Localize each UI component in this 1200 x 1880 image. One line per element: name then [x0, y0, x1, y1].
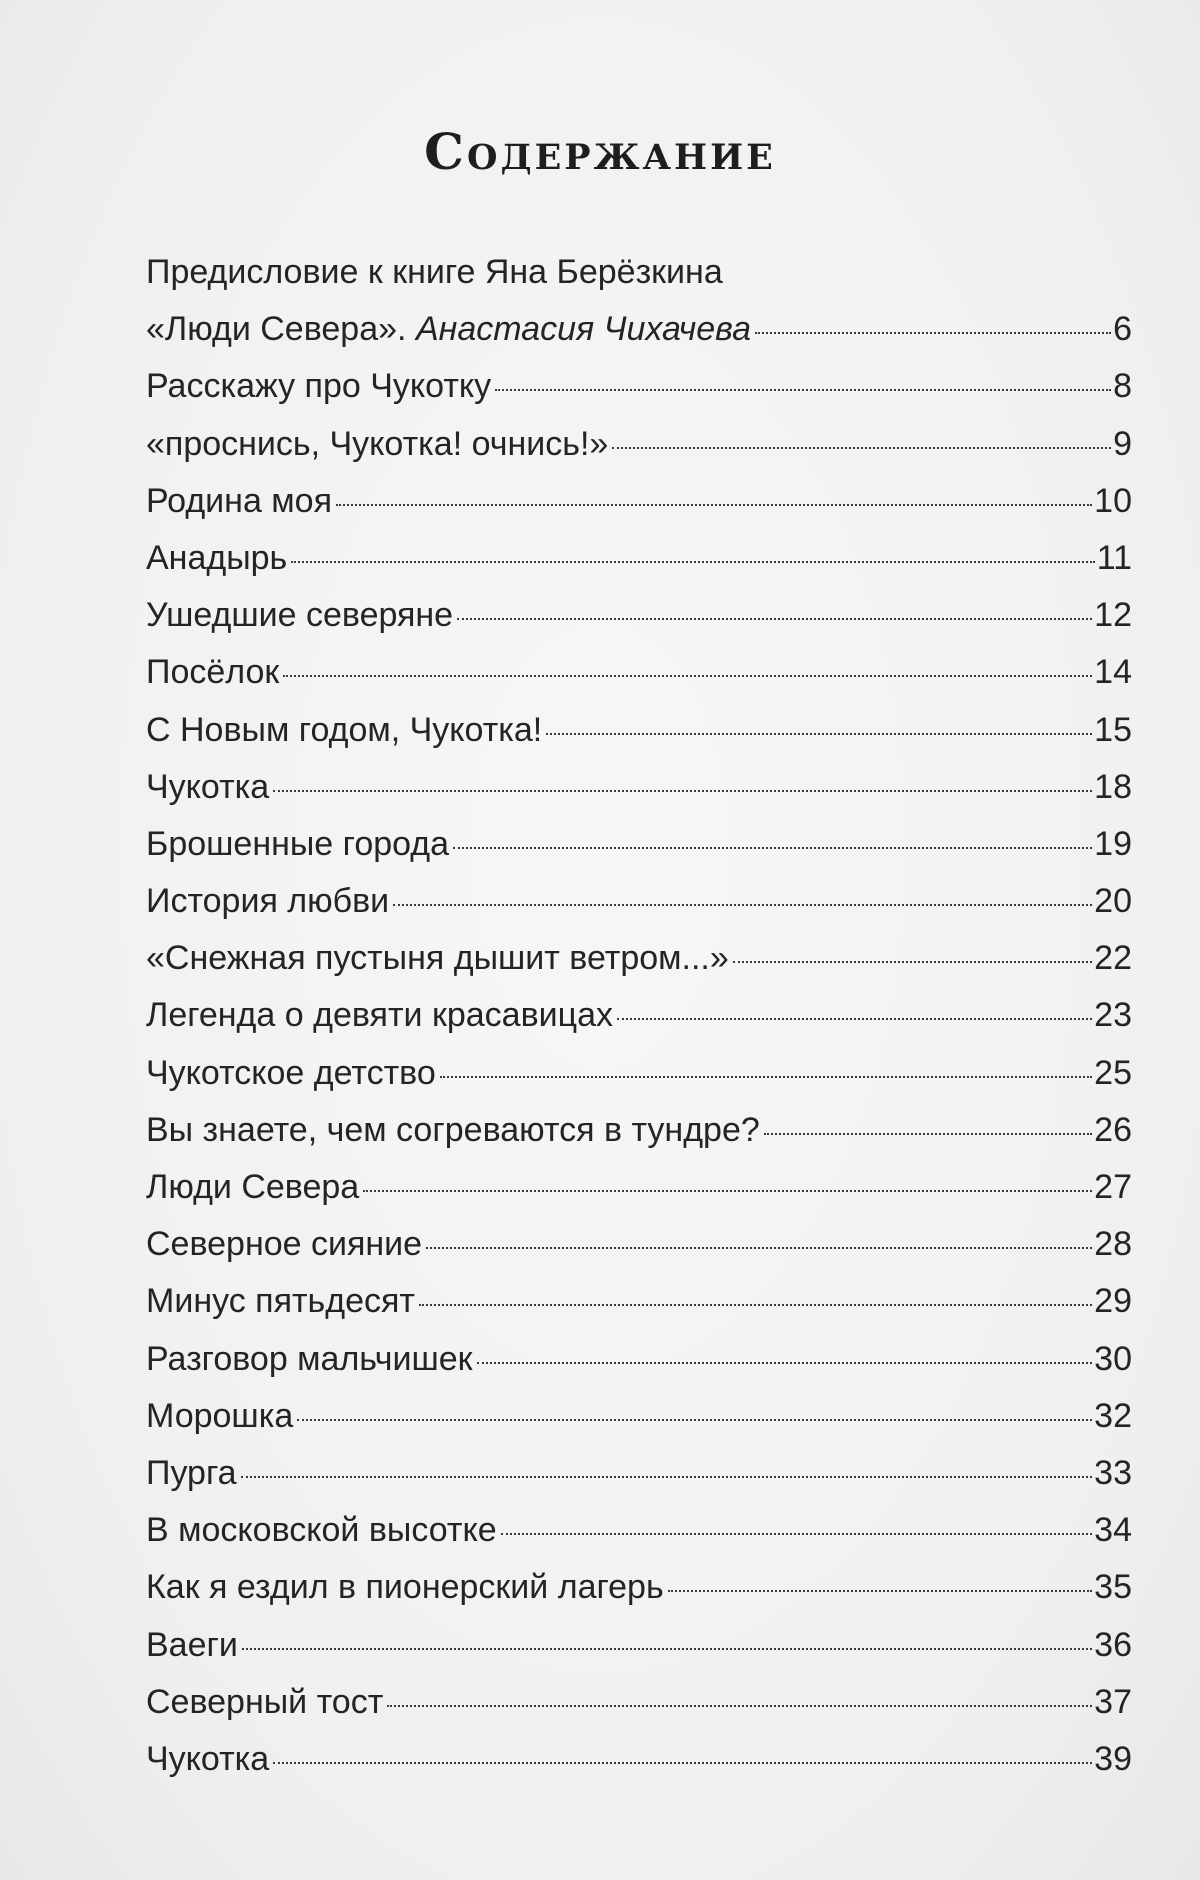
entry-title: Вы знаете, чем согреваются в тундре? — [146, 1110, 760, 1149]
entry-page-number: 34 — [1094, 1511, 1132, 1550]
toc-entry — [146, 473, 1132, 530]
entry-page-number: 12 — [1094, 596, 1132, 635]
dot-leader — [612, 447, 1111, 449]
entry-page-number: 19 — [1094, 824, 1132, 863]
table-of-contents — [146, 244, 1132, 1788]
page-title: Содержание — [424, 122, 776, 181]
dot-leader — [426, 1247, 1092, 1249]
entry-title: Северный тост — [146, 1682, 384, 1721]
entry-page-number: 26 — [1094, 1110, 1132, 1149]
dot-leader — [363, 1190, 1092, 1192]
dot-leader — [419, 1304, 1092, 1306]
entry-page-number: 22 — [1094, 939, 1132, 978]
entry-title: Ваеги — [146, 1625, 238, 1664]
entry-page-number: 6 — [1113, 310, 1132, 349]
dot-leader — [393, 904, 1092, 906]
entry-title — [146, 301, 751, 358]
entry-title: История любви — [146, 882, 390, 921]
dot-leader — [440, 1076, 1092, 1078]
entry-title: С Новым годом, Чукотка! — [146, 710, 543, 749]
dot-leader — [241, 1476, 1093, 1478]
dot-leader — [273, 790, 1092, 792]
entry-title: Как я ездил в пионерский лагерь — [146, 1568, 664, 1607]
entry-title: Морошка — [146, 1396, 294, 1435]
toc-entry — [146, 816, 1132, 873]
dot-leader — [617, 1018, 1092, 1020]
toc-entry-preface-line1 — [146, 244, 1132, 301]
dot-leader — [387, 1705, 1092, 1707]
toc-entry — [146, 644, 1132, 701]
entry-page-number: 37 — [1094, 1682, 1132, 1721]
entry-page-number: 18 — [1094, 767, 1132, 806]
entry-page-number: 32 — [1094, 1396, 1132, 1435]
toc-entry — [146, 1216, 1132, 1273]
toc-entry — [146, 1559, 1132, 1616]
entry-title: Легенда о девяти красавицах — [146, 996, 614, 1035]
toc-entry — [146, 1102, 1132, 1159]
entry-page-number: 20 — [1094, 882, 1132, 921]
toc-entry — [146, 358, 1132, 415]
entry-page-number: 23 — [1094, 996, 1132, 1035]
toc-entry — [146, 530, 1132, 587]
dot-leader — [733, 961, 1092, 963]
dot-leader — [457, 618, 1092, 620]
entry-title: Чукотка — [146, 767, 270, 806]
dot-leader — [291, 561, 1094, 563]
dot-leader — [477, 1362, 1093, 1364]
entry-title: Чукотка — [146, 1739, 270, 1778]
entry-title: Разговор мальчишек — [146, 1339, 473, 1378]
entry-title-part: «Люди Севера». — [146, 310, 416, 349]
toc-entry — [146, 1731, 1132, 1788]
toc-entry — [146, 1445, 1132, 1502]
dot-leader — [242, 1648, 1092, 1650]
toc-entry — [146, 1388, 1132, 1445]
entry-page-number: 25 — [1094, 1053, 1132, 1092]
toc-entry — [146, 1674, 1132, 1731]
toc-entry — [146, 587, 1132, 644]
entry-title: Родина моя — [146, 481, 333, 520]
dot-leader — [297, 1419, 1092, 1421]
entry-page-number: 28 — [1094, 1225, 1132, 1264]
toc-entry — [146, 702, 1132, 759]
entry-title: Посёлок — [146, 653, 280, 692]
toc-entry — [146, 759, 1132, 816]
entry-title: В московской высотке — [146, 1511, 497, 1550]
entry-page-number: 36 — [1094, 1625, 1132, 1664]
entry-title: Минус пятьдесят — [146, 1282, 415, 1321]
entry-page-number: 15 — [1094, 710, 1132, 749]
entry-page-number: 11 — [1096, 538, 1132, 577]
dot-leader — [495, 389, 1111, 391]
entry-page-number: 29 — [1094, 1282, 1132, 1321]
dot-leader — [755, 332, 1111, 334]
entry-title: Расскажу про Чукотку — [146, 367, 492, 406]
dot-leader — [283, 675, 1092, 677]
toc-entry — [146, 873, 1132, 930]
entry-title: Предисловие к книге Яна Берёзкина — [146, 253, 723, 291]
toc-entry — [146, 1045, 1132, 1102]
dot-leader — [546, 733, 1092, 735]
toc-entry — [146, 1502, 1132, 1559]
entry-title: Пурга — [146, 1453, 237, 1492]
entry-page-number: 33 — [1094, 1453, 1132, 1492]
entry-page-number: 30 — [1094, 1339, 1132, 1378]
toc-entry — [146, 416, 1132, 473]
toc-entry — [146, 1159, 1132, 1216]
entry-title: Северное сияние — [146, 1225, 423, 1264]
dot-leader — [764, 1133, 1092, 1135]
toc-entry — [146, 930, 1132, 987]
entry-title: Чукотское детство — [146, 1053, 436, 1092]
entry-page-number: 14 — [1094, 653, 1132, 692]
entry-title: Брошенные города — [146, 824, 450, 863]
dot-leader — [501, 1533, 1093, 1535]
dot-leader — [273, 1762, 1092, 1764]
entry-page-number: 27 — [1094, 1168, 1132, 1206]
entry-page-number: 35 — [1094, 1568, 1132, 1607]
toc-entry — [146, 1617, 1132, 1674]
dot-leader — [336, 504, 1092, 506]
entry-title: Ушедшие северяне — [146, 596, 454, 635]
dot-leader — [668, 1590, 1093, 1592]
entry-title: Анадырь — [146, 538, 288, 577]
entry-page-number: 39 — [1094, 1739, 1132, 1778]
entry-page-number: 8 — [1113, 367, 1132, 406]
entry-page-number: 10 — [1094, 481, 1132, 520]
entry-title: «Снежная пустыня дышит ветром...» — [146, 939, 729, 978]
toc-entry — [146, 1331, 1132, 1388]
entry-title: «проснись, Чукотка! очнись!» — [146, 424, 609, 463]
toc-entry — [146, 987, 1132, 1044]
dot-leader — [453, 847, 1092, 849]
entry-author: Анастасия Чихачева — [415, 310, 752, 349]
entry-title: Люди Севера — [146, 1168, 360, 1206]
toc-entry-preface-line2 — [146, 301, 1132, 358]
toc-entry — [146, 1273, 1132, 1330]
entry-page-number: 9 — [1113, 424, 1132, 463]
